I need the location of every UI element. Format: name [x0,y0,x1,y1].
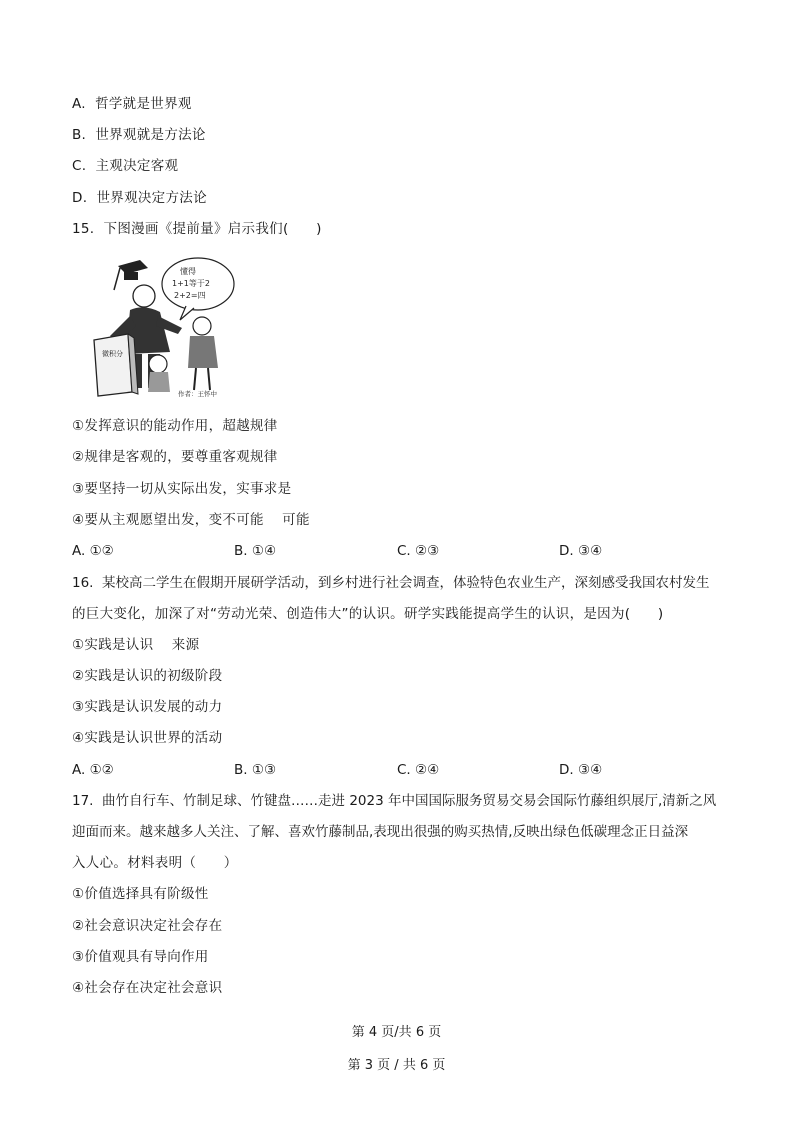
child-figure [148,355,170,392]
q17-stem-line-2: 迎面而来。越来越多人关注、了解、喜欢竹藤制品,表现出很强的购买热情,反映出绿色低碳理念正日益深 [72,824,689,840]
q15-choice-b: B. ①④ [234,543,277,559]
q16-statement-3: ③实践是认识发展的动力 [72,699,223,715]
q15-stem: 15. 下图漫画《提前量》启示我们( ) [72,221,322,237]
q14-option-c: C. 主观决定客观 [72,158,179,174]
q16-choice-a: A. ①② [72,762,114,778]
woman-figure [188,317,218,390]
q15-statement-4: ④要从主观愿望出发，变不可能 可能 [72,512,310,528]
q17-statement-2: ②社会意识决定社会存在 [72,918,223,934]
book-icon [94,334,138,396]
q14-option-d: D. 世界观决定方法论 [72,190,207,206]
q17-stem-line-1: 17. 曲竹自行车、竹制足球、竹键盘……走进 2023 年中国国际服务贸易交易会国际竹藤组织展厅,清新之风 [72,793,717,809]
cartoon-caption: 作者：王怀中 [178,390,217,398]
q15-choice-a: A. ①② [72,543,114,559]
q14-option-a: A. 哲学就是世界观 [72,96,192,112]
q16-statement-2: ②实践是认识的初级阶段 [72,668,223,684]
q16-choice-d: D. ③④ [559,762,603,778]
q15-statement-3: ③要坚持一切从实际出发，实事求是 [72,481,292,497]
book-label: 微积分 [102,350,123,358]
q16-statement-4: ④实践是认识世界的活动 [72,730,223,746]
q17-stem-line-3: 入人心。材料表明（ ） [72,855,238,871]
q16-choice-c: C. ②④ [397,762,440,778]
q17-statement-3: ③价值观具有导向作用 [72,949,209,965]
speech-bubble [162,258,234,320]
q16-stem-line-2: 的巨大变化，加深了对“劳动光荣、创造伟大”的认识。研学实践能提高学生的认识，是因为( ) [72,606,664,622]
q15-statement-1: ①发挥意识的能动作用，超越规律 [72,418,278,434]
page-number-outer: 第 3 页 / 共 6 页 [347,1058,446,1073]
bubble-line-3: 2+2=四 [174,291,206,300]
q15-choice-d: D. ③④ [559,543,603,559]
page-number-inner: 第 4 页/共 6 页 [351,1025,442,1040]
q16-choice-b: B. ①③ [234,762,277,778]
q17-statement-1: ①价值选择具有阶级性 [72,886,209,902]
q15-statement-2: ②规律是客观的，要尊重客观规律 [72,449,278,465]
bubble-line-2: 1+1等于2 [172,279,210,288]
q17-statement-4: ④社会存在决定社会意识 [72,980,223,996]
q16-stem-line-1: 16. 某校高二学生在假期开展研学活动，到乡村进行社会调查，体验特色农业生产，深刻感受我国农村发生 [72,575,710,591]
cartoon-illustration [74,256,238,400]
bubble-line-1: 懂得 [180,267,196,276]
q14-option-b: B. 世界观就是方法论 [72,127,206,143]
q16-statement-1: ①实践是认识 来源 [72,637,200,653]
q15-choice-c: C. ②③ [397,543,440,559]
